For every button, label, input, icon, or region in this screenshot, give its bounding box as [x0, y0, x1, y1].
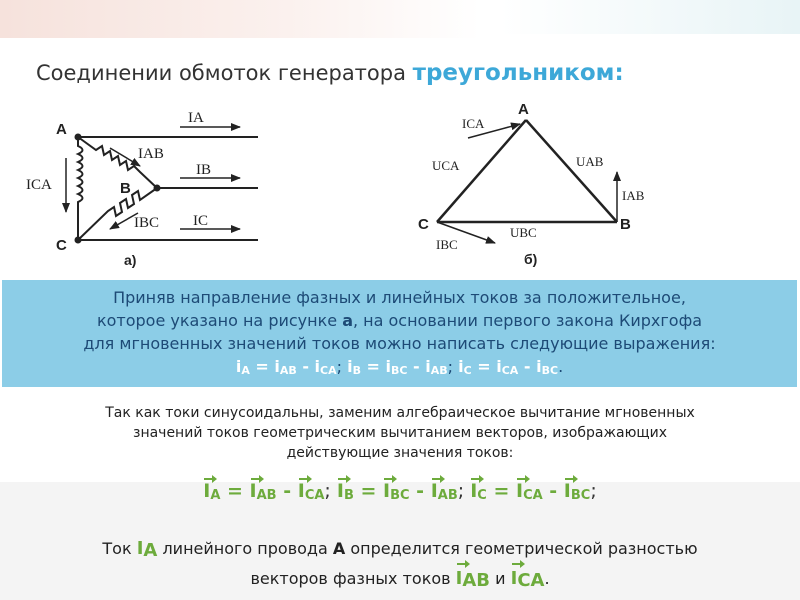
veq3-t2-sub: BC [570, 488, 591, 503]
coil-ca [78, 137, 83, 240]
diagram-a [26, 110, 258, 268]
veq2-lhs: I [336, 480, 344, 502]
veq2-lhs-sub: B [343, 488, 354, 503]
vec-eq-ic [470, 480, 590, 502]
veq1-t2: I [297, 480, 305, 502]
eq-ic [458, 357, 558, 376]
eq1-t2: i [314, 357, 321, 376]
title-highlight: треугольником: [412, 60, 624, 86]
veq2-t2-sub: AB [437, 488, 458, 503]
label-b-ibc: IBC [436, 237, 458, 252]
eq2-t2: i [425, 357, 431, 376]
eq3-op: = [471, 357, 497, 376]
veq3-minus: - [542, 480, 564, 502]
label-ia: IA [188, 110, 204, 126]
eq2-t1-sub: BC [391, 364, 408, 377]
coil-ab [78, 137, 157, 188]
veq1-op: = [220, 480, 250, 502]
concl-w2: линейного провода [157, 539, 333, 558]
para-line-2: значений токов геометрическим вычитанием векторов, изображающих [133, 425, 667, 441]
veq-end: ; [590, 480, 597, 502]
eq1-t2-sub: CA [320, 364, 337, 377]
eq3-t1: i [496, 357, 502, 376]
box-line-1: Приняв направление фазных и линейных токов за положительное, [113, 288, 686, 307]
veq3-t1: I [515, 480, 524, 502]
eq2-t2-sub: AB [430, 364, 448, 377]
label-iab: IAB [138, 146, 164, 162]
node-a-dot [75, 134, 82, 141]
eq3-t2-sub: BC [541, 364, 559, 377]
node-b-dot [154, 185, 161, 192]
label-b-node-c: C [418, 216, 429, 233]
connection-diagrams [0, 95, 800, 275]
box-line-2-bold: а [342, 311, 353, 330]
veq-sep-2: ; [457, 480, 471, 502]
veq1-t1-sub: AB [256, 488, 277, 503]
veq1-t1: I [249, 480, 257, 502]
vector-equations [0, 480, 800, 503]
decorative-band-right [500, 0, 800, 34]
veq2-minus: - [409, 480, 431, 502]
concl-i1-sub: A [143, 540, 158, 561]
conclusion [0, 535, 800, 595]
label-node-a: A [56, 121, 67, 138]
concl-i3: I [511, 565, 518, 593]
para-line-3: действующие значения токов: [286, 445, 514, 461]
eq-sep-1: ; [336, 357, 348, 376]
veq1-lhs: I [203, 480, 211, 502]
title-main: Соединении обмоток генератора [36, 61, 413, 85]
concl-i2: I [456, 565, 463, 593]
label-ic: IC [193, 213, 208, 229]
node-c-dot [75, 237, 82, 244]
conclusion-line-2 [0, 565, 800, 595]
eq2-lhs-sub: B [352, 364, 361, 377]
eq1-op: = [249, 357, 275, 376]
eq3-minus: - [518, 357, 537, 376]
veq3-t2: I [563, 480, 571, 502]
eq3-t1-sub: CA [501, 364, 519, 377]
veq1-minus: - [276, 480, 298, 502]
eq2-lhs: i [347, 357, 353, 376]
eq2-minus: - [407, 357, 426, 376]
veq3-op: = [486, 480, 516, 502]
para-line-1: Так как токи синусоидальны, заменим алгебраическое вычитание мгновенных [105, 405, 695, 421]
label-b-ica: ICA [462, 116, 485, 131]
concl-i3-sub: CA [517, 570, 545, 591]
eq1-t1: i [274, 357, 280, 376]
eq-sep-2: ; [447, 357, 459, 376]
veq2-op: = [353, 480, 384, 502]
veq3-t1-sub: CA [523, 488, 543, 503]
coil-bc [78, 188, 160, 240]
label-ubc: UBC [510, 225, 537, 240]
diagram-b [418, 101, 645, 267]
concl-w5: и [490, 569, 511, 588]
vec-eq-ib [337, 480, 458, 502]
concl-w4: векторов фазных токов [250, 569, 456, 588]
veq2-t1-sub: BC [390, 488, 410, 503]
instant-equations [2, 355, 797, 382]
veq3-lhs: I [470, 480, 478, 502]
label-node-b: B [120, 180, 131, 197]
eq3-lhs-sub: C [463, 364, 472, 377]
veq2-t2: I [430, 480, 438, 502]
side-ab [526, 120, 617, 222]
eq3-t2: i [536, 357, 542, 376]
concl-a: A [332, 539, 346, 558]
label-b-node-a: A [518, 101, 529, 118]
eq2-t1: i [385, 357, 392, 376]
box-line-2-start: которое указано на рисунке [96, 311, 343, 330]
concl-i1: I [136, 538, 144, 559]
slide-title [36, 60, 624, 86]
label-b-node-b: B [620, 216, 631, 233]
concl-w1: Ток [102, 539, 137, 558]
vec-eq-ia [203, 480, 324, 502]
decorative-band-left [0, 0, 480, 38]
eq-end: . [558, 357, 564, 376]
eq-ia [236, 357, 337, 376]
veq3-lhs-sub: C [477, 488, 487, 503]
label-b-iab: IAB [622, 188, 645, 203]
label-node-c: C [56, 237, 67, 254]
eq3-lhs: i [458, 357, 464, 376]
arrow-iab [110, 148, 140, 166]
box-line-2 [2, 309, 797, 332]
eq2-op: = [360, 357, 386, 376]
eq1-lhs-sub: A [241, 364, 250, 377]
explanation-paragraph [20, 403, 780, 463]
box-line-3: для мгновенных значений токов можно написать следующие выражения: [83, 334, 716, 353]
eq1-lhs: i [235, 357, 242, 376]
kirchhoff-box [2, 280, 797, 387]
label-ib: IB [196, 162, 211, 178]
veq-sep-1: ; [324, 480, 337, 502]
veq1-lhs-sub: A [210, 488, 221, 503]
label-uca: UCA [432, 158, 460, 173]
eq1-minus: - [296, 357, 315, 376]
concl-end: . [544, 569, 550, 588]
label-uab: UAB [576, 154, 604, 169]
caption-b: б) [524, 251, 538, 267]
eq-ib [347, 357, 448, 376]
conclusion-line-1 [0, 535, 800, 565]
veq2-t1: I [383, 480, 391, 502]
concl-i2-sub: AB [462, 570, 491, 591]
caption-a: а) [124, 252, 137, 268]
label-ibc: IBC [134, 215, 160, 231]
box-line-2-end: , на основании первого закона Кирхгофа [352, 311, 703, 330]
veq1-t2-sub: CA [304, 488, 325, 503]
label-ica: ICA [26, 177, 52, 193]
eq1-t1-sub: AB [279, 364, 297, 377]
concl-w3: определится геометрической разностью [345, 539, 698, 558]
